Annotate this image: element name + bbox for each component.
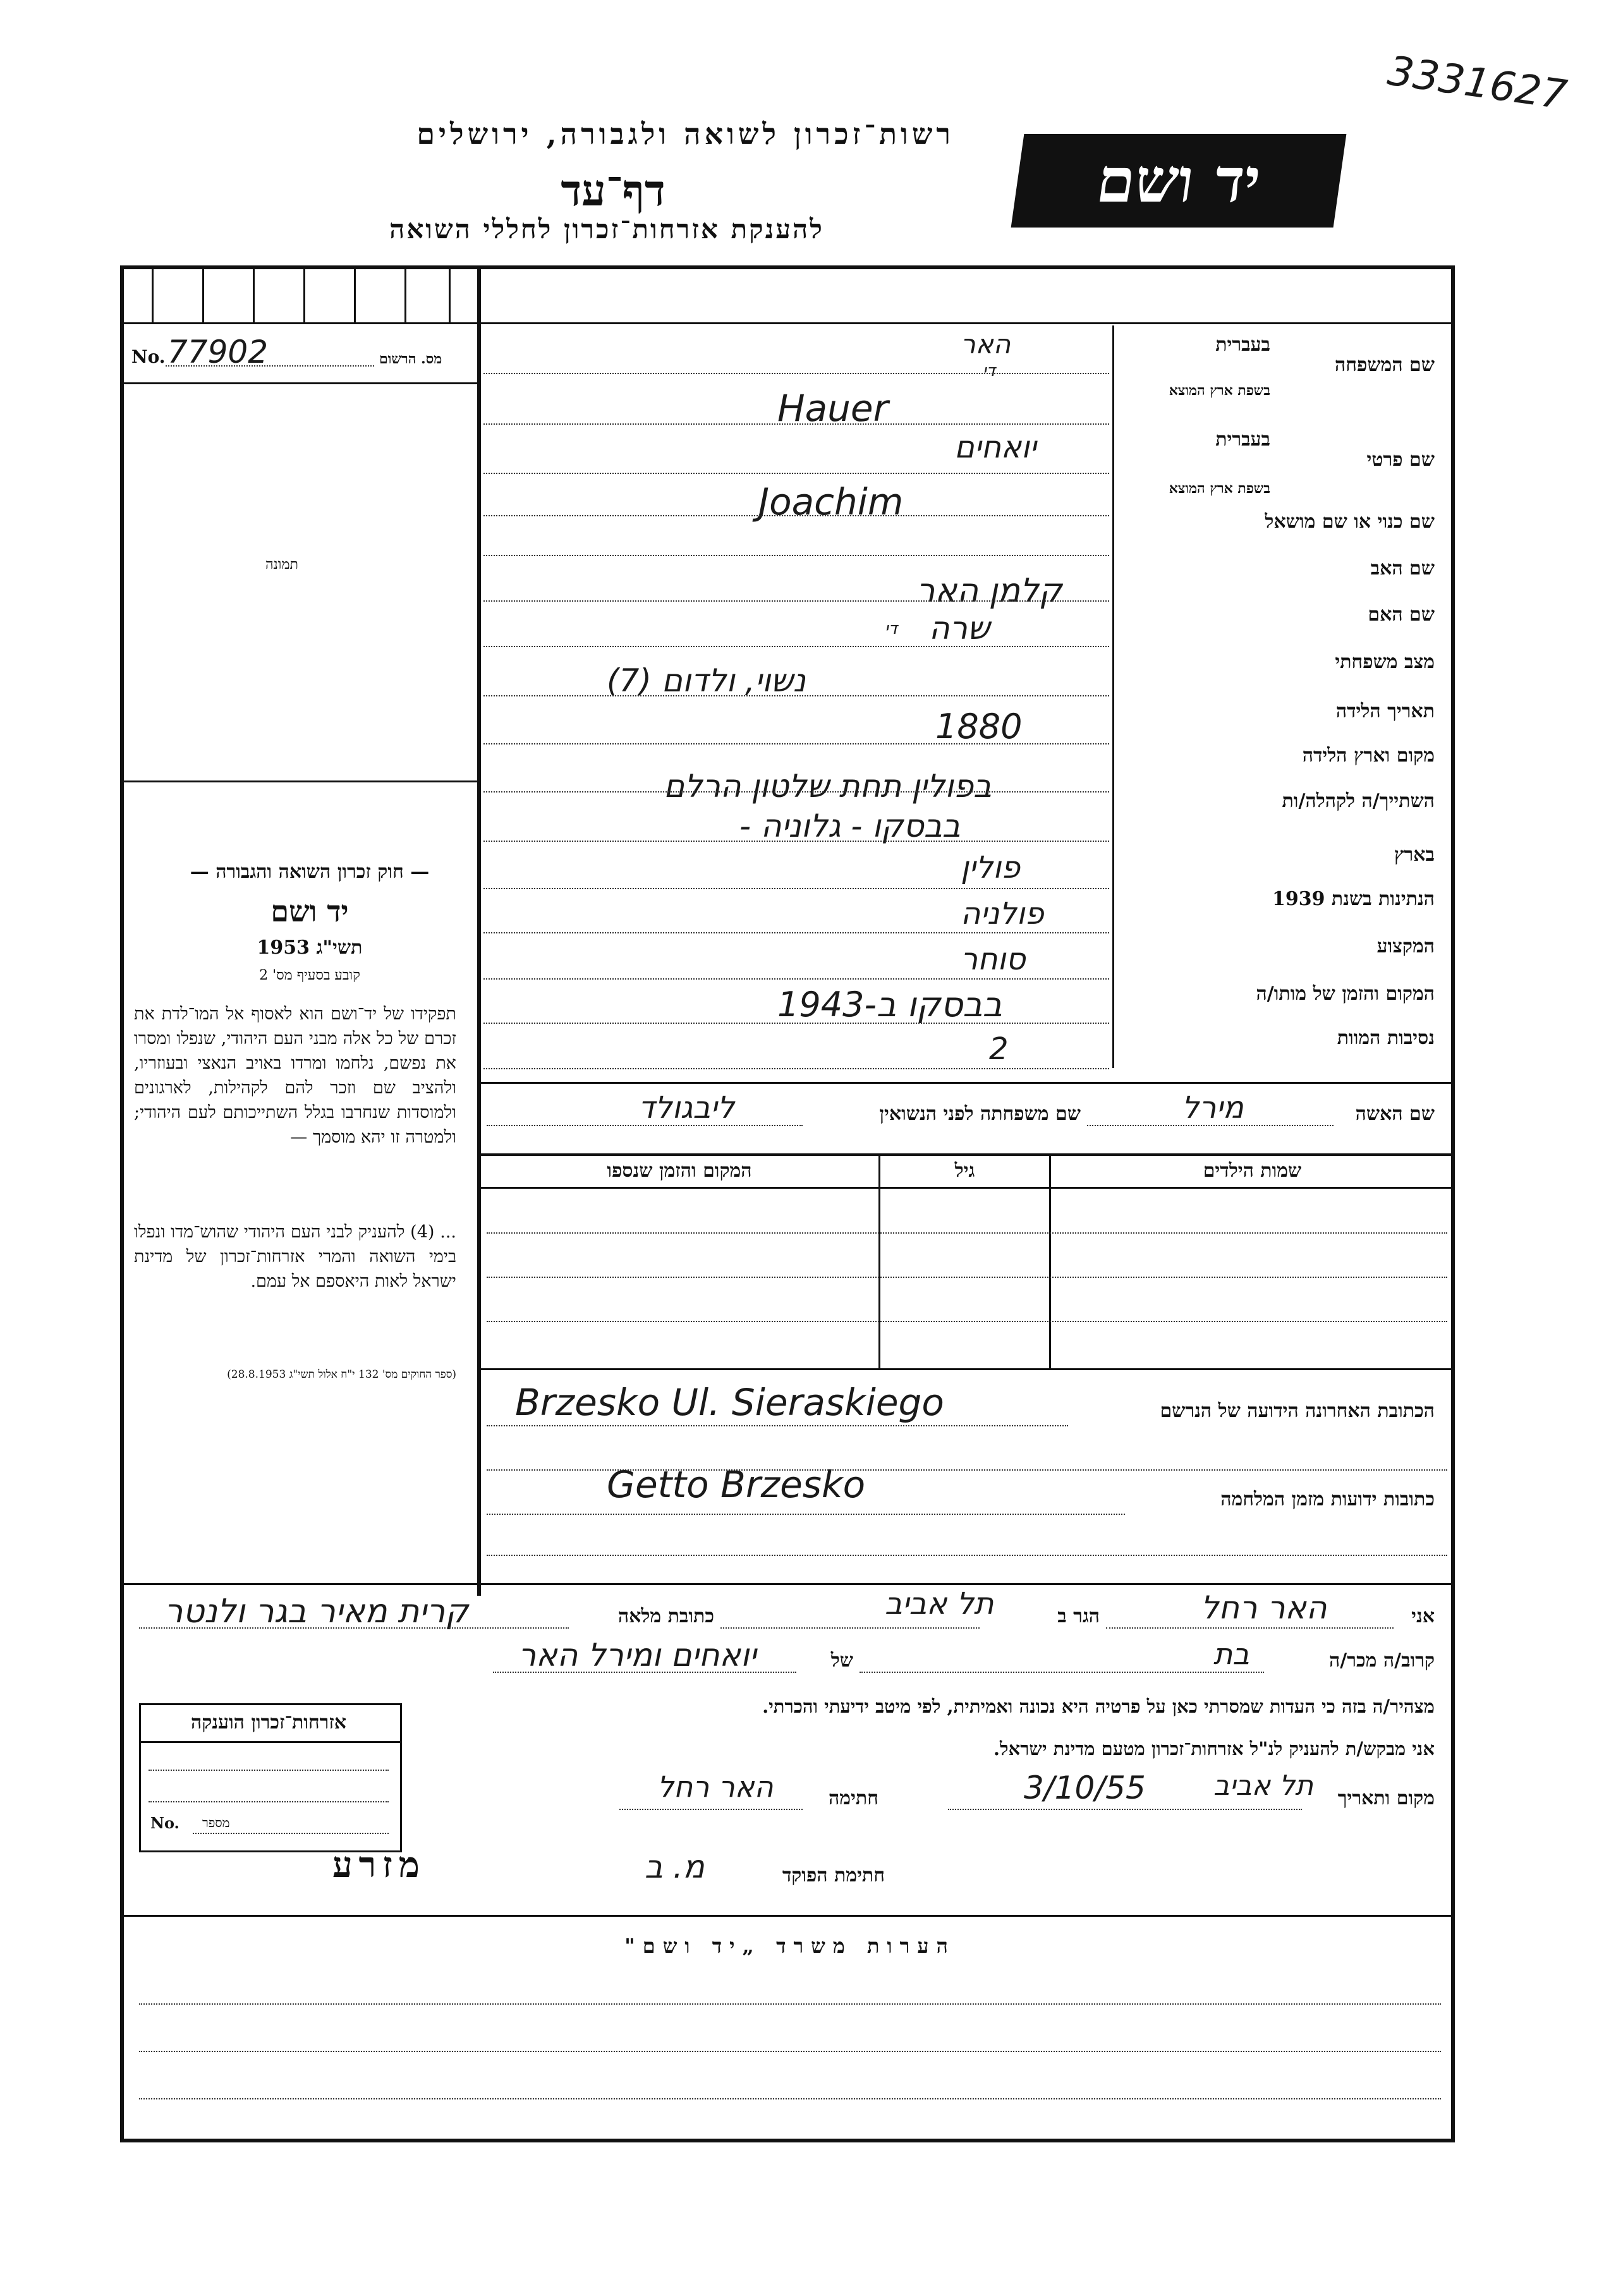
stamp-text: מזרע <box>332 1844 426 1886</box>
relation-label: קרוב/ה מכר/ה <box>1329 1649 1435 1672</box>
war-addresses-value: Getto Brzesko <box>607 1463 866 1506</box>
full-address-label: כתובת מלאה <box>617 1605 714 1627</box>
authority-line: רשות־זכרון לשואה ולגבורה, ירושלים <box>416 117 954 151</box>
signature-label: חתימה <box>829 1787 878 1809</box>
yad-vashem-logo: יד ושם <box>1011 134 1347 228</box>
last-address-label: הכתובת האחרונה הידועה של הנרשם <box>1160 1400 1435 1422</box>
mother-value: שרה <box>929 610 990 647</box>
citizenship-value: פולניה <box>961 896 1044 932</box>
stamp-number: 3331627 <box>1385 47 1570 119</box>
signature-value: האר רחל <box>657 1770 774 1804</box>
maiden-label: שם משפחתה לפני הנשואין <box>879 1103 1081 1125</box>
full-address-value: קרית מאיר בגר ולנטר <box>164 1593 469 1631</box>
law-year: תשי"ג 1953 <box>257 937 363 959</box>
citizenship-box-number-label: מספר <box>202 1815 230 1830</box>
children-header-place: המקום והזמן שנספו <box>607 1160 752 1182</box>
declaration-line-1: מצהיר/ה בזה כי העדות שמסרתי כאן על פרטיה היא נכונה ואמיתית, לפי מיטב ידיעתי והכרתי. <box>762 1696 1435 1717</box>
community-label: השתייך/ה לקהלה/ות <box>1282 790 1435 812</box>
war-addresses-label: כתובות ידועות מזמן המלחמה <box>1220 1488 1435 1510</box>
photo-label: תמונה <box>265 557 298 573</box>
law-paragraph-2: ... (4) להעניק לבני העם היהודי שהוש־מדו ונפלו בימי השואה והמרי אזרחות־זכרון של מדינת ישראל לאות היאספם אל עמם. <box>134 1222 456 1291</box>
page-subtitle: להענקת אזרחות־זכרון לחללי השואה <box>389 214 824 245</box>
declaration-line-2: אני מבקש/ת להעניק לנ"ל אזרחות־זכרון מטעם מדינת ישראל. <box>993 1738 1435 1759</box>
declarant-i-label: אני <box>1411 1605 1435 1627</box>
spouse-value: מירל <box>1182 1090 1244 1126</box>
first-name-hebrew: יואחים <box>954 430 1036 465</box>
nickname-label: שם כנוי או שם מושאל <box>1265 511 1435 533</box>
children-header-age: גיל <box>954 1160 975 1182</box>
profession-value: סוחר <box>961 942 1026 977</box>
death-place-label: המקום והזמן של מותו/ה <box>1256 983 1435 1005</box>
community-value: בבסקו - גלוניה - <box>739 808 961 844</box>
officer-label: חתימת הפוקד <box>782 1864 885 1886</box>
declarant-name: האר רחל <box>1201 1589 1327 1626</box>
law-reference: (ספר החוקים מס' 132 י"ח אלול תשי"ג 28.8.1953) <box>227 1368 456 1381</box>
profession-label: המקצוע <box>1376 935 1435 957</box>
marital-value: נשוי, ולדום (7) <box>607 662 806 699</box>
place-value: תל אביב <box>1213 1770 1314 1802</box>
of-value: יואחים ומירל האר <box>518 1637 756 1673</box>
date-value: 3/10/55 <box>1024 1770 1146 1806</box>
spouse-label: שם האשה <box>1355 1103 1435 1125</box>
last-address-value: Brzesko Ul. Sieraskiego <box>515 1381 944 1424</box>
reg-no-label: No. <box>131 346 166 367</box>
birth-date-label: תאריך הלידה <box>1335 700 1435 722</box>
country-label: בארץ <box>1394 844 1435 866</box>
family-name-note: די <box>983 361 996 380</box>
citizenship-1939-label: הנתינות בשנת 1939 <box>1272 888 1435 910</box>
family-hebrew-label: בעברית <box>1215 334 1270 356</box>
family-name-label: שם המשפחה <box>1334 354 1435 376</box>
first-name-label: שם פרטי <box>1366 449 1435 471</box>
death-place-value: בבסקו ב-1943 <box>777 985 1002 1024</box>
office-notes-label: הערות משרד „יד ושם" <box>624 1934 956 1958</box>
family-name-local: Hauer <box>777 387 889 430</box>
death-circumstances-value: 2 <box>989 1031 1009 1067</box>
mother-note: די <box>885 619 898 638</box>
page-title: דף־עד <box>561 166 665 216</box>
reg-label: מס. הרשום <box>379 351 442 367</box>
first-name-local: Joachim <box>758 480 904 523</box>
residing-label: הגר ב <box>1057 1605 1100 1627</box>
officer-signature: מ. ב <box>645 1849 705 1885</box>
citizenship-box-no-label: No. <box>150 1814 179 1832</box>
birth-date-value: 1880 <box>935 707 1023 746</box>
of-label: של <box>830 1649 853 1672</box>
country-value: פולין <box>961 850 1021 885</box>
birth-place-label: מקום וארץ הלידה <box>1302 744 1435 767</box>
law-heading: — חוק זכרון השואה והגבורה — <box>190 861 430 883</box>
citizenship-box-title: אזרחות־זכרון הוענקה <box>190 1711 347 1734</box>
law-name: יד ושם <box>270 894 349 928</box>
place-date-label: מקום ותאריך <box>1337 1787 1435 1809</box>
first-local-label: בשפת ארץ המוצא <box>1169 480 1270 497</box>
birth-place-value: בפולין תחת שלטון הרלם <box>664 768 992 805</box>
family-local-label: בשפת ארץ המוצא <box>1169 382 1270 399</box>
law-paragraph-1: תפקידו של יד־ושם הוא לאסוף אל המו־לדת את זכרם של כל אלה מבני העם היהודי, שנפלו ומסרו את נפשם, נלחמו ומרדו באויב הנאצי ובעוזריו, ולהציב שם וזכר להם לקהילות, לארגונים ולמוסדות שנחרבו בגלל השתייכותם לעם היהודי; ולמטרה זו יהא מוסמך — <box>134 1004 456 1147</box>
relation-value: בת <box>1213 1637 1249 1671</box>
children-header-names: שמות הילדים <box>1203 1160 1302 1182</box>
family-name-hebrew: האר <box>961 329 1011 360</box>
marital-label: מצב משפחתי <box>1335 651 1435 673</box>
residing-value: תל אביב <box>885 1586 994 1622</box>
law-clause: קובע בסעיף מס' 2 <box>259 968 360 983</box>
mother-label: שם האם <box>1368 604 1435 626</box>
first-hebrew-label: בעברית <box>1215 428 1270 451</box>
father-label: שם האב <box>1370 557 1435 580</box>
death-circumstances-label: נסיבות המוות <box>1337 1027 1435 1049</box>
reg-number: 77902 <box>167 334 269 370</box>
father-value: קלמן האר <box>916 572 1062 610</box>
maiden-value: ליבגולד <box>638 1090 735 1126</box>
